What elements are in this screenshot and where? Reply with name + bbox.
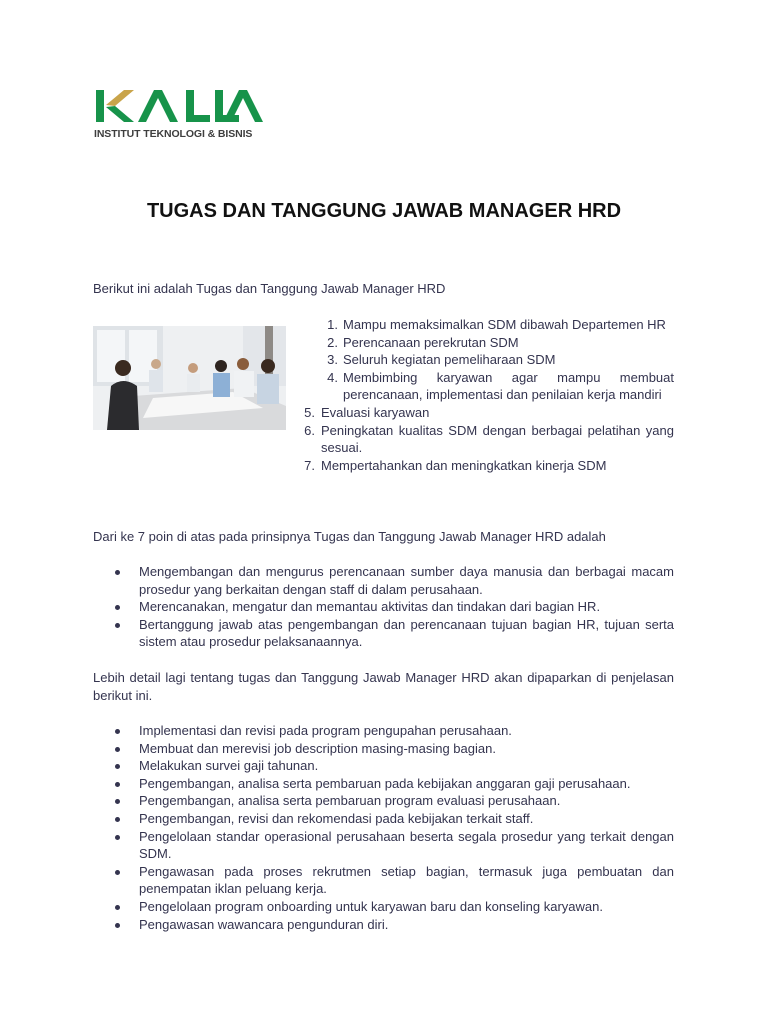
list-item [298,457,674,475]
bullet-icon [115,923,120,928]
kalla-wordmark-icon [94,86,269,126]
list-item-text: Perencanaan perekrutan SDM [343,334,519,350]
bullet-icon [115,623,120,628]
bullet-item [93,563,674,598]
bullet-item [93,757,674,775]
list-item [298,334,674,352]
logo-subtitle: INSTITUT TEKNOLOGI & BISNIS [94,128,253,140]
bullet-icon [115,905,120,910]
list-item [298,351,674,369]
detail-intro: Lebih detail lagi tentang tugas dan Tanggung Jawab Manager HRD akan dipaparkan di penjelasan berikut ini. [93,670,674,703]
bullet-icon [115,782,120,787]
bullet-text: Pengembangan, revisi dan rekomendasi pada kebijakan terkait staff. [139,810,534,826]
list-item [298,316,674,334]
bullet-text: Pengawasan wawancara pengunduran diri. [139,916,389,932]
bullet-icon [115,870,120,875]
bullet-icon [115,605,120,610]
summary-bullet-list [93,563,674,651]
list-number: 7. [304,457,315,473]
bullet-icon [115,764,120,769]
bullet-item [93,810,674,828]
bullet-text: Mengembangan dan mengurus perencanaan sumber daya manusia dan berbagai macam prosedur yang berkaitan dengan staff di dalam perusahaan. [139,564,674,597]
list-item [298,369,674,404]
list-item-text: Membimbing karyawan agar mampu membuat perencanaan, implementasi dan penilaian kerja mandiri [343,369,674,403]
bullet-item [93,722,674,740]
list-item-text: Evaluasi karyawan [321,404,430,420]
bullet-icon [115,570,120,575]
list-number: 2. [327,334,338,350]
summary-intro: Dari ke 7 poin di atas pada prinsipnya Tugas dan Tanggung Jawab Manager HRD adalah [93,529,606,544]
list-number: 4. [327,369,338,385]
page-title: TUGAS DAN TANGGUNG JAWAB MANAGER HRD [146,200,622,222]
bullet-text: Implementasi dan revisi pada program pengupahan perusahaan. [139,723,512,738]
bullet-item [93,775,674,793]
bullet-item [93,740,674,758]
list-number: 3. [327,352,338,368]
detail-bullet-list [93,722,674,933]
list-item [298,404,674,422]
bullet-item [93,898,674,916]
intro-text: Berikut ini adalah Tugas dan Tanggung Jawab Manager HRD [93,281,446,296]
bullet-text: Merencanakan, mengatur dan memantau aktivitas dan tindakan dari bagian HR. [139,599,601,615]
bullet-item [93,616,674,651]
numbered-list [298,316,674,474]
bullet-text: Pengawasan pada proses rekrutmen setiap bagian, termasuk juga pembuatan dan penempatan iklan peluang kerja. [139,863,674,897]
kalla-logo [94,86,294,140]
bullet-text: Bertanggung jawab atas pengembangan dan perencanaan tujuan bagian HR, tujuan serta sistem atau prosedur pelaksanaannya. [139,616,674,650]
list-item-text: Mempertahankan dan meningkatkan kinerja SDM [321,457,607,473]
bullet-text: Pengelolaan program onboarding untuk karyawan baru dan konseling karyawan. [139,898,603,914]
bullet-item [93,828,674,863]
list-number: 5. [304,404,315,420]
list-item-text: Peningkatan kualitas SDM dengan berbagai pelatihan yang sesuai. [321,422,674,456]
meeting-photo [93,326,286,430]
bullet-item [93,916,674,934]
list-item-text: Seluruh kegiatan pemeliharaan SDM [343,352,556,368]
bullet-text: Pengembangan, analisa serta pembaruan program evaluasi perusahaan. [139,793,561,809]
bullet-icon [115,817,120,822]
list-number: 1. [327,317,338,332]
bullet-text: Melakukan survei gaji tahunan. [139,758,319,774]
bullet-text: Pengelolaan standar operasional perusahaan beserta segala prosedur yang terkait dengan SDM. [139,828,674,862]
list-item [298,422,674,457]
bullet-icon [115,835,120,840]
list-item-text: Mampu memaksimalkan SDM dibawah Departemen HR [343,317,666,332]
bullet-icon [115,747,120,752]
bullet-item [93,598,674,616]
bullet-text: Pengembangan, analisa serta pembaruan pada kebijakan anggaran gaji perusahaan. [139,775,631,791]
bullet-item [93,863,674,898]
bullet-icon [115,799,120,804]
bullet-item [93,792,674,810]
bullet-text: Membuat dan merevisi job description masing-masing bagian. [139,740,496,756]
bullet-icon [115,729,120,734]
list-number: 6. [304,422,315,438]
